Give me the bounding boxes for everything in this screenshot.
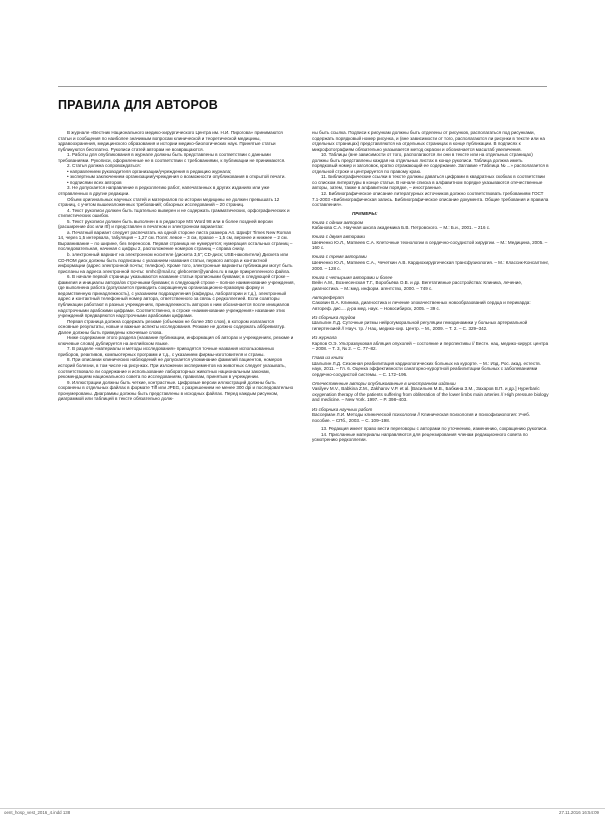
paragraph: b. электронный вариант на электронном носителе (дискета 3,5"; CD-диск; USB-накопители) Дискета или CD-ROM диск должны быть подписаны с указанием названия статьи, первого автора и контактной информации (адрес электронной почты; телефон). Кроме того, электронные варианты публикации могут быть присланы на адреса электронной почты: nmhc@mail.ru; glebcenter@yandex.ru в виде прикрепленного файла. [58,252,293,274]
page-title: ПРАВИЛА ДЛЯ АВТОРОВ [58,98,219,112]
paragraph: 4. Текст рукописи должен быть тщательно выверен и не содержать грамматических, орфографических и стилистических ошибок. [58,207,290,219]
print-slug-filename: oent_hosp_vest_2016_4.indd 138 [4,810,71,815]
example-reference: Шевченко Ю.Л., Матвеев С.А., Чечеткин А.В. Кардиохирургическая трансфузиология. – М.: Классик-Консалтинг, 2000. – 128 с. [312,259,549,271]
example-reference: Шалыгин Л.Д. Сезонная реабилитация кардиологических больных на курорте. – М.: Изд. Рос. акад. естеств. наук, 2011. – Гл. 6. Оценка эффективности санаторно-курортной реабилитации больных с заболеваниями сердечно-сосудистой системы. – С. 172–196. [312,360,541,377]
example-type: Книга с тремя авторами [312,254,367,260]
example-type: Книга с двумя авторами [312,234,365,240]
example-type: Из сборника трудов [312,314,356,320]
paragraph: 1. Работы для опубликования в журнале должны быть представлены в соответствии с данными требованиями. Рукописи, оформленные не в соответствии с требованиями, к публикации не принимаются. [58,152,286,163]
paragraph: В журнале «Вестник Национального медико-хирургического Центра им. Н.И. Пирогова» принимаются статьи и сообщения по наиболее значимым вопросам клинической и теоретической медицины, здравоохранения, медицинского образования и истории медико-биологических наук. Принятые статьи публикуются бесплатно. Рукописи статей авторам не возвращаются. [58,130,283,152]
example-type: Автореферат [312,294,344,300]
example-type: Из сборника научных работ [312,406,373,412]
example-type: Книга с четырьмя авторами и более [312,274,393,280]
examples-heading: ПРИМЕРЫ: [352,210,378,216]
paragraph: Первая страница должна содержать резюме (объемом не более 250 слов), в котором излагаются основные результаты, новые и важные аспекты исследования. Резюме не должно содержать аббревиатур. Далее должны быть приведены ключевые слова. [58,318,286,335]
paragraph: Ниже содержание этого раздела (название публикации, информация об авторах и учреждениях, резюме и ключевые слова) дублируется на английском языке. [58,335,294,346]
right-column [312,130,549,443]
example-reference: Саковин В.А. Клиника, диагностика и лечение злокачественных новообразований сердца и перикарда: Автореф. дис.... д-ра мед. наук. – Новосибирск, 2005. – 39 с. [312,300,531,311]
paragraph: 3. Не допускается направление в редколлегию работ, напечатанных в других изданиях или уже отправленных в другие редакции. [58,185,270,197]
example-reference: Vasilyev M.V., Babkina Z.M., Zakharov V.P. et al. [Васильев М.В., Бабкина З.М., Захаров В.П. и др.] Hyperbaric oxygenation therapy of the patients suffering from obliteration of the lower limbs main arteries // High pressure biology and medicine. – New York. 1997. – P. 398–403. [312,386,549,403]
paragraph: 6. В начале первой страницы указываются название статьи прописными буквами; в следующей строке – фамилия и инициалы автора/ов строчными буквами; в следующей строке – полное наименование учреждения, где выполнена работа (допускается приводить сокращенную организационно-правовую форму и ведомственную принадлежность), с указанием подразделения (кафедры, лаборатории и т.д.), электронный адрес и контактный телефонный номер автора, ответственного за связь с редколлегией. Если соавторы публикации работают в разных учреждениях, принадлежность авторов к ним обозначается после инициалов надстрочными арабскими цифрами. Соответственно, в строке «наименование учреждения» название этих учреждений предваряются надстрочными арабскими цифрами. [58,274,295,319]
paragraph: 13. Редакция имеет право вести переговоры с авторами по уточнению, изменению, сокращению рукописи. [321,426,548,432]
example-type: Из журнала [312,335,337,340]
example-type: Книга с одним автором [312,219,363,225]
paragraph: 8. При описании клинических наблюдений не допускается упоминание фамилий пациентов, номеров историй болезни, в том числе на рисунках. При изложении экспериментов на животных следует указывать, соответствовало ли содержание и использование лабораторных животных национальным законам, рекомендациям национального совета по исследованиям, правилам, принятым в учреждении. [58,357,286,380]
example-reference: Шевченко Ю.Л., Матвеев С.А. Клеточные технологии в сердечно-сосудистой хирургии. – М.: Медицина, 2005. – 160 с. [312,239,548,251]
example-reference: Шалыгин Л.Д. Суточные ритмы нейрогуморальной регуляции гемодинамики у больных артериальной гипертензией // Науч. тр. / Нац. медико-хир. Центр. – М., 2009. – Т. 2. – С. 329–342. [312,320,528,331]
paragraph: Объем оригинальных научных статей и материалов по истории медицины не должен превышать 12 страниц, с учетом вышеизложенных требований; обзорных исследований – 20 страниц. [58,196,280,208]
paragraph: • экспертным заключением организации/учреждения о возможности опубликования в открытой печати. [67,174,286,180]
paragraph: 11. Библиографические ссылки в тексте должны даваться цифрами в квадратных скобках в соответствии со списком литературы в конце статьи. В начале списка в алфавитном порядке указываются отечественные авторы, затем, также в алфавитном порядке, – иностранные. [312,174,545,191]
paragraph: 7. В разделе «материалы и методы исследования» приводятся точные названия использованных приборов, реактивов, компьютерных программ и т.д., с указанием фирмы-изготовителя и страны. [58,346,275,357]
footer-rule [0,808,605,809]
left-column [58,130,295,402]
paragraph: 14. Присланные материалы направляются для рецензирования членам редакционного совета по усмотрению редколлегии. [312,431,528,443]
paragraph: • направлением руководителя организации/учреждения в редакцию журнала; [67,168,232,174]
example-reference: Карпов О.Э. Ультразвуковая абляция опухолей – состояние и перспективы // Вестн. нац. медико-хирург. центра – 2008. – Т. 3, № 2. – С. 77–82. [312,340,549,352]
header-rule [58,86,547,87]
paragraph: 5. Текст рукописи должен быть выполнен в в редакторе MS Word 98 или в более поздней версии (расширение doc или rtf) и представлен в печатном и электронном вариантах: [58,218,273,230]
example-reference: Вассерман Л.И. Методы клинической психологии // Клиническая психология и психофизиология: Учеб. пособие. – СПб., 2003. – С. 109–198. [312,412,530,423]
paragraph: • подписями всех авторов [67,179,122,185]
example-type: Отечественные авторы опубликованные в иностранном издании [312,380,456,386]
paragraph: 9. Иллюстрации должны быть четкие, контрастные. Цифровые версии иллюстраций должны быть сохранены в отдельных файлах в формате Tiff или JPEG, с разрешением не менее 300 dpi и последовательно пронумерованы. Диаграммы должны быть представлены в исходных файлах. Перед каждым рисунком, диаграммой или таблицей в тексте обязательно долж- [58,379,294,402]
paragraph: 2. Статья должна сопровождаться: [67,163,141,169]
paragraph: 10. Таблицы (вне зависимости от того, располагаются ли они в тексте или на отдельных страницах) должны быть представлены каждая на отдельных листах в конце рукописи. Таблица должна иметь порядковый номер и заголовок, кратко отражающий ее содержание. Заглавие «Таблица № ...» располагается в отдельной строке и центрируется по правому краю. [312,152,549,174]
paragraph: ны быть ссылка. Подписи к рисункам должны быть отделены от рисунков, располагаться под рисунками, содержать порядковый номер рисунка, и (вне зависимости от того, располагаются ли рисунки в тексте или на отдельных страницах) представляются на отдельных страницах в конце публикации. В подписях к микрофотографиям обязательно указывается метод окраски и обозначается масштаб увеличения. [312,130,545,152]
example-type: Глава из книги [312,355,344,361]
paragraph: 12. Библиографическое описание литературных источников должно соответствовать требованиям ГОСТ 7.1-2003 «Библиографическая запись. Библиографическое описание документа. Общие требования и правила составления». [312,191,549,208]
example-reference: Кабанова С.А. Научная школа академика Б.В. Петровского. – М.: Б.и., 2001. – 216 с. [312,225,491,231]
paragraph: а. Печатный вариант следует распечатать на одной стороне листа размера А4. Шрифт Times New Roman 14, через 1,5 интервала, табуляция – 1,27 см. Поля: левое – 3 см, правое – 1,5 см, верхнее и нижнее – 2 см. Выравнивание – по ширине, без переносов. Первая страница не нумеруется; нумерация остальных страниц – последовательная, начиная с цифры 2, расположение номеров страниц – справа снизу. [58,229,293,252]
print-slug-timestamp: 27.11.2016 16:54:09 [559,810,599,815]
example-reference: Вейн А.М., Вознесенская Т.Г., Воробьёва О.В. и др. Вегетативные расстройства: Клиника, лечение, диагностика. – М.:мед. информ. агентство, 2000. – 749 с. [312,280,523,291]
